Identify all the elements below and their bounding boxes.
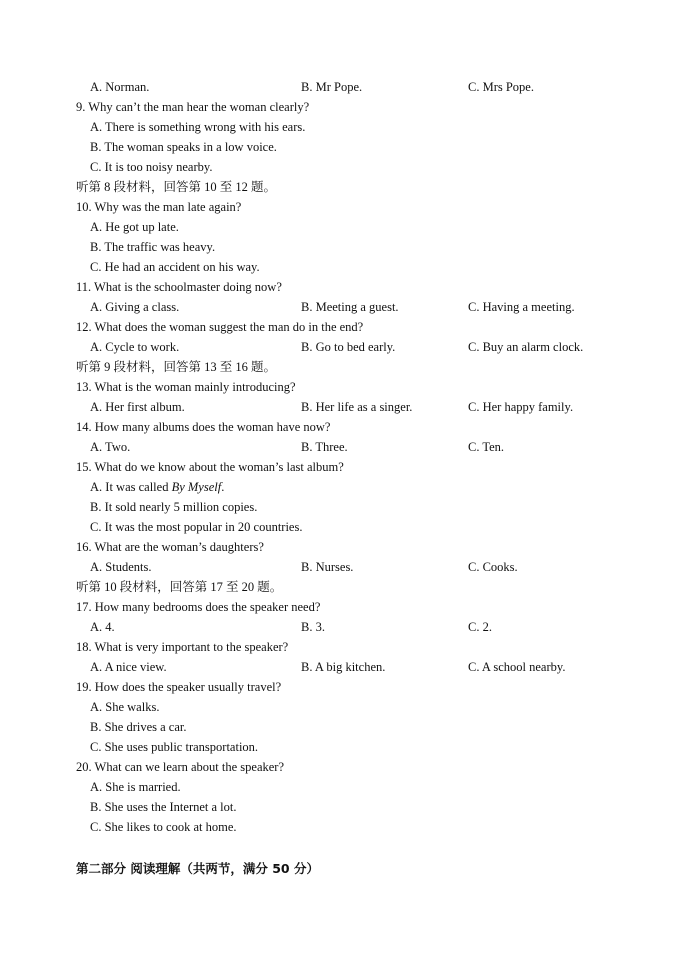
- q20-option-c-row: [0, 817, 688, 837]
- q11-option-a: A. Giving a class.: [90, 300, 180, 314]
- q16-question: 16. What are the woman’s daughters?: [76, 540, 264, 554]
- q14-option-c: C. Ten.: [468, 440, 505, 454]
- q15-option-b: B. It sold nearly 5 million copies.: [90, 500, 258, 514]
- q13-question-row: [0, 377, 688, 397]
- q12-question: 12. What does the woman suggest the man do in the end?: [76, 320, 364, 334]
- q8-option-b: B. Mr Pope.: [301, 80, 363, 94]
- q11-options-row: [0, 297, 688, 317]
- passage10-heading: 听第 10 段材料，回答第 17 至 20 题。: [76, 580, 283, 594]
- q20-option-b: B. She uses the Internet a lot.: [90, 800, 237, 814]
- q12-options-row: [0, 337, 688, 357]
- q9-option-b-row: [0, 137, 688, 157]
- q12-option-c: C. Buy an alarm clock.: [468, 340, 584, 354]
- q19-question-row: [0, 677, 688, 697]
- q18-question: 18. What is very important to the speaker?: [76, 640, 289, 654]
- q19-option-a-row: [0, 697, 688, 717]
- q10-option-b-row: [0, 237, 688, 257]
- q19-option-b: B. She drives a car.: [90, 720, 187, 734]
- q14-option-a: A. Two.: [90, 440, 131, 454]
- q15-option-a-prefix: A. It was called: [90, 480, 172, 494]
- q11-question-row: [0, 277, 688, 297]
- q12-option-b: B. Go to bed early.: [301, 340, 396, 354]
- q19-option-a: A. She walks.: [90, 700, 160, 714]
- q15-option-c: C. It was the most popular in 20 countries.: [90, 520, 303, 534]
- q15-question: 15. What do we know about the woman’s last album?: [76, 460, 344, 474]
- q19-option-b-row: [0, 717, 688, 737]
- q14-option-b: B. Three.: [301, 440, 348, 454]
- passage8-heading: 听第 8 段材料，回答第 10 至 12 题。: [76, 180, 277, 194]
- q17-question: 17. How many bedrooms does the speaker need?: [76, 600, 321, 614]
- q20-option-a-row: [0, 777, 688, 797]
- q11-option-c: C. Having a meeting.: [468, 300, 575, 314]
- q13-options-row: [0, 397, 688, 417]
- q17-question-row: [0, 597, 688, 617]
- q15-question-row: [0, 457, 688, 477]
- q17-option-b: B. 3.: [301, 620, 325, 634]
- q20-question-row: [0, 757, 688, 777]
- q9-question-row: [0, 97, 688, 117]
- passage9-heading: 听第 9 段材料，回答第 13 至 16 题。: [76, 360, 277, 374]
- q19-option-c: C. She uses public transportation.: [90, 740, 259, 754]
- q18-option-b: B. A big kitchen.: [301, 660, 386, 674]
- q16-question-row: [0, 537, 688, 557]
- q16-options-row: [0, 557, 688, 577]
- q13-option-c: C. Her happy family.: [468, 400, 574, 414]
- q9-option-a: A. There is something wrong with his ears.: [90, 120, 306, 134]
- q10-option-b: B. The traffic was heavy.: [90, 240, 216, 254]
- q9-option-c-row: [0, 157, 688, 177]
- q16-option-a: A. Students.: [90, 560, 152, 574]
- part2-title: 第二部分 阅读理解（共两节，满分 50 分）: [76, 861, 319, 876]
- q18-question-row: [0, 637, 688, 657]
- q15-option-c-row: [0, 517, 688, 537]
- q9-option-b: B. The woman speaks in a low voice.: [90, 140, 277, 154]
- q17-options-row: [0, 617, 688, 637]
- passage8-heading-row: [0, 177, 688, 197]
- q13-question: 13. What is the woman mainly introducing?: [76, 380, 296, 394]
- q17-option-c: C. 2.: [468, 620, 492, 634]
- q15-option-a-row: [0, 477, 688, 497]
- q13-option-a: A. Her first album.: [90, 400, 185, 414]
- q10-option-a-row: [0, 217, 688, 237]
- q20-option-a: A. She is married.: [90, 780, 181, 794]
- q9-option-c: C. It is too noisy nearby.: [90, 160, 213, 174]
- q15-option-a: [90, 477, 224, 497]
- q11-option-b: B. Meeting a guest.: [301, 300, 399, 314]
- q9-option-a-row: [0, 117, 688, 137]
- q15-album-title: By Myself: [171, 480, 222, 494]
- q10-question: 10. Why was the man late again?: [76, 200, 242, 214]
- q13-option-b: B. Her life as a singer.: [301, 400, 413, 414]
- q20-option-c: C. She likes to cook at home.: [90, 820, 237, 834]
- q12-option-a: A. Cycle to work.: [90, 340, 180, 354]
- q9-question: 9. Why can’t the man hear the woman clearly?: [76, 100, 310, 114]
- q14-question: 14. How many albums does the woman have now?: [76, 420, 331, 434]
- q8-options-row: [0, 77, 688, 97]
- q15-option-b-row: [0, 497, 688, 517]
- q8-option-c: C. Mrs Pope.: [468, 80, 534, 94]
- q19-question: 19. How does the speaker usually travel?: [76, 680, 282, 694]
- q11-question: 11. What is the schoolmaster doing now?: [76, 280, 282, 294]
- q12-question-row: [0, 317, 688, 337]
- q18-option-c: C. A school nearby.: [468, 660, 566, 674]
- q18-options-row: [0, 657, 688, 677]
- q19-option-c-row: [0, 737, 688, 757]
- passage9-heading-row: [0, 357, 688, 377]
- q10-option-a: A. He got up late.: [90, 220, 179, 234]
- q10-option-c-row: [0, 257, 688, 277]
- q8-option-a: A. Norman.: [90, 80, 150, 94]
- q14-options-row: [0, 437, 688, 457]
- q14-question-row: [0, 417, 688, 437]
- q16-option-b: B. Nurses.: [301, 560, 354, 574]
- part2-title-row: [0, 859, 688, 879]
- q20-question: 20. What can we learn about the speaker?: [76, 760, 285, 774]
- q18-option-a: A. A nice view.: [90, 660, 167, 674]
- passage10-heading-row: [0, 577, 688, 597]
- q16-option-c: C. Cooks.: [468, 560, 518, 574]
- q15-option-a-suffix: .: [221, 480, 225, 494]
- q20-option-b-row: [0, 797, 688, 817]
- q17-option-a: A. 4.: [90, 620, 115, 634]
- q10-question-row: [0, 197, 688, 217]
- q10-option-c: C. He had an accident on his way.: [90, 260, 260, 274]
